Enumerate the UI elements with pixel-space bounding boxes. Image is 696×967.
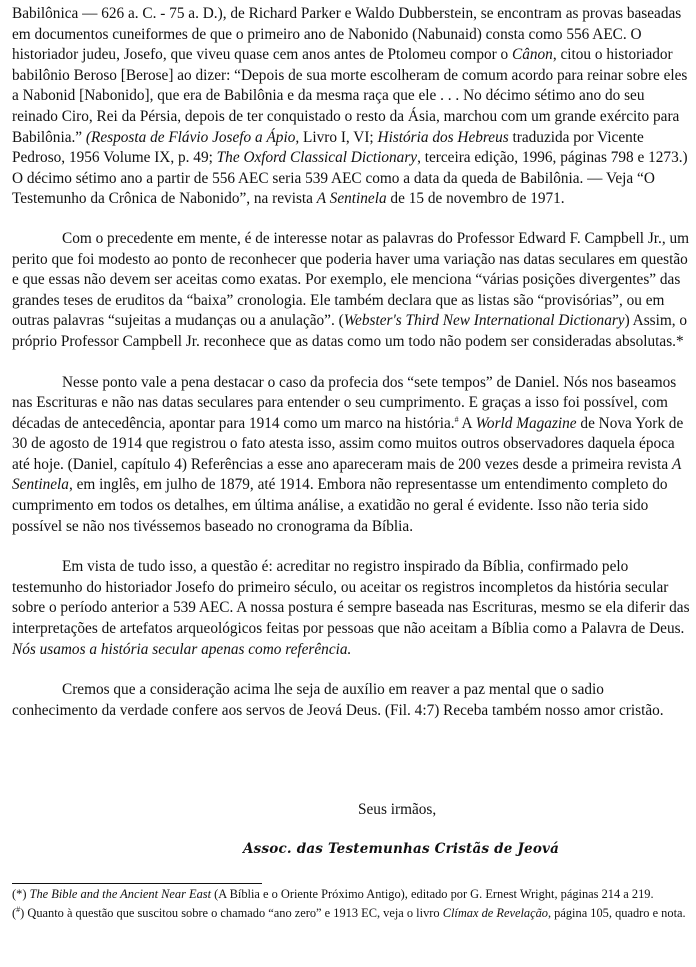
letter-body (12, 0, 690, 721)
paragraph-4: Em vista de tudo isso, a questão é: acreditar no registro inspirado da Bíblia, confirmado pelo testemunho do historiador Josefo do primeiro século, ou aceitar os registros incompletos da história secular sobre o período anterior a 539 AEC. A nossa postura é sempre baseada nas Escrituras, mesmo se ela diferir das interpretações de artefatos arqueológicos feitas por pessoas que não aceitam a Bíblia como a Palavra de Deus. Nós usamos a história secular apenas como referência. (12, 558, 690, 658)
closing-salutation: Seus irmãos, (358, 801, 437, 818)
footnote-divider (12, 883, 262, 884)
footnote-2: (#) Quanto à questão que suscitou sobre o chamado “ano zero” e 1913 EC, veja o livro Clímax de Revelação, página 105, quadro e nota. (12, 904, 686, 920)
paragraph-5: Cremos que a consideração acima lhe seja de auxílio em reaver a paz mental que o sadio conhecimento da verdade confere aos servos de Jeová Deus. (Fil. 4:7) Receba também nosso amor cristão. (12, 681, 664, 719)
paragraph-2: Com o precedente em mente, é de interesse notar as palavras do Professor Edward F. Campbell Jr., um perito que foi modesto ao ponto de reconhecer que poderia haver uma variação nas datas seculares em questão e que essas não devem ser aceitas como exatas. Por exemplo, ele menciona “várias posições divergentes” das grandes teses de eruditos da “baixa” cronologia. Ele também declara que as listas são “provisórias”, ou em outras palavras “sujeitas a mudanças ou a anulação”. (Webster's Third New International Dictionary) Assim, o próprio Professor Campbell Jr. reconhece que as datas como um todo não podem ser consideradas absolutas.* (12, 229, 690, 350)
footnote-1: (*) The Bible and the Ancient Near East (A Bíblia e o Oriente Próximo Antigo), editado por G. Ernest Wright, páginas 214 a 219. (12, 887, 654, 901)
paragraph-1: Babilônica — 626 a. C. - 75 a. D.), de Richard Parker e Waldo Dubberstein, se encontram as provas baseadas em documentos cuneiformes de que o primeiro ano de Nabonido (Nabunaid) consta como 556 AEC. O historiador judeu, Josefo, que viveu quase cem anos antes de Ptolomeu compor o Cânon, citou o historiador babilônio Beroso [Berose] ao dizer: “Depois de sua morte escolheram de comum acordo para reinar sobre eles a Nabonid [Nabonido], que era de Babilônia e da mesma raça que ele . . . No décimo sétimo ano do seu reinado Ciro, Rei da Pérsia, depois de ter conquistado o resto da Ásia, marchou com um grande exército para Babilônia.” (Resposta de Flávio Josefo a Ápio, Livro I, VI; História dos Hebreus traduzida por Vicente Pedroso, 1956 Volume IX, p. 49; The Oxford Classical Dictionary, terceira edição, 1996, páginas 798 e 1273.) O décimo sétimo ano a partir de 556 AEC seria 539 AEC como a data da queda de Babilônia. — Veja “O Testemunho da Crônica de Nabonido”, na revista A Sentinela de 15 de novembro de 1971. (12, 5, 688, 208)
signature: Assoc. das Testemunhas Cristãs de Jeová (243, 841, 560, 857)
footnotes (12, 886, 688, 921)
paragraph-3: Nesse ponto vale a pena destacar o caso da profecia dos “sete tempos” de Daniel. Nós nos baseamos nas Escrituras e não nas datas seculares para entender o seu cumprimento. E graças a isso foi possível, com décadas de antecedência, apontar para 1914 como um marco na história.# A World Magazine de Nova York de 30 de agosto de 1914 que registrou o fato atesta isso, assim como muitos outros observadores daquela época até hoje. (Daniel, capítulo 4) Referências a esse ano apareceram mais de 200 vezes desde a primeira revista A Sentinela, em inglês, em julho de 1879, até 1914. Embora não representasse um entendimento completo do cumprimento em todos os detalhes, em última análise, a exatidão no geral é evidente. Isso não teria sido possível se não nos tivéssemos baseado no cronograma da Bíblia. (12, 373, 684, 535)
